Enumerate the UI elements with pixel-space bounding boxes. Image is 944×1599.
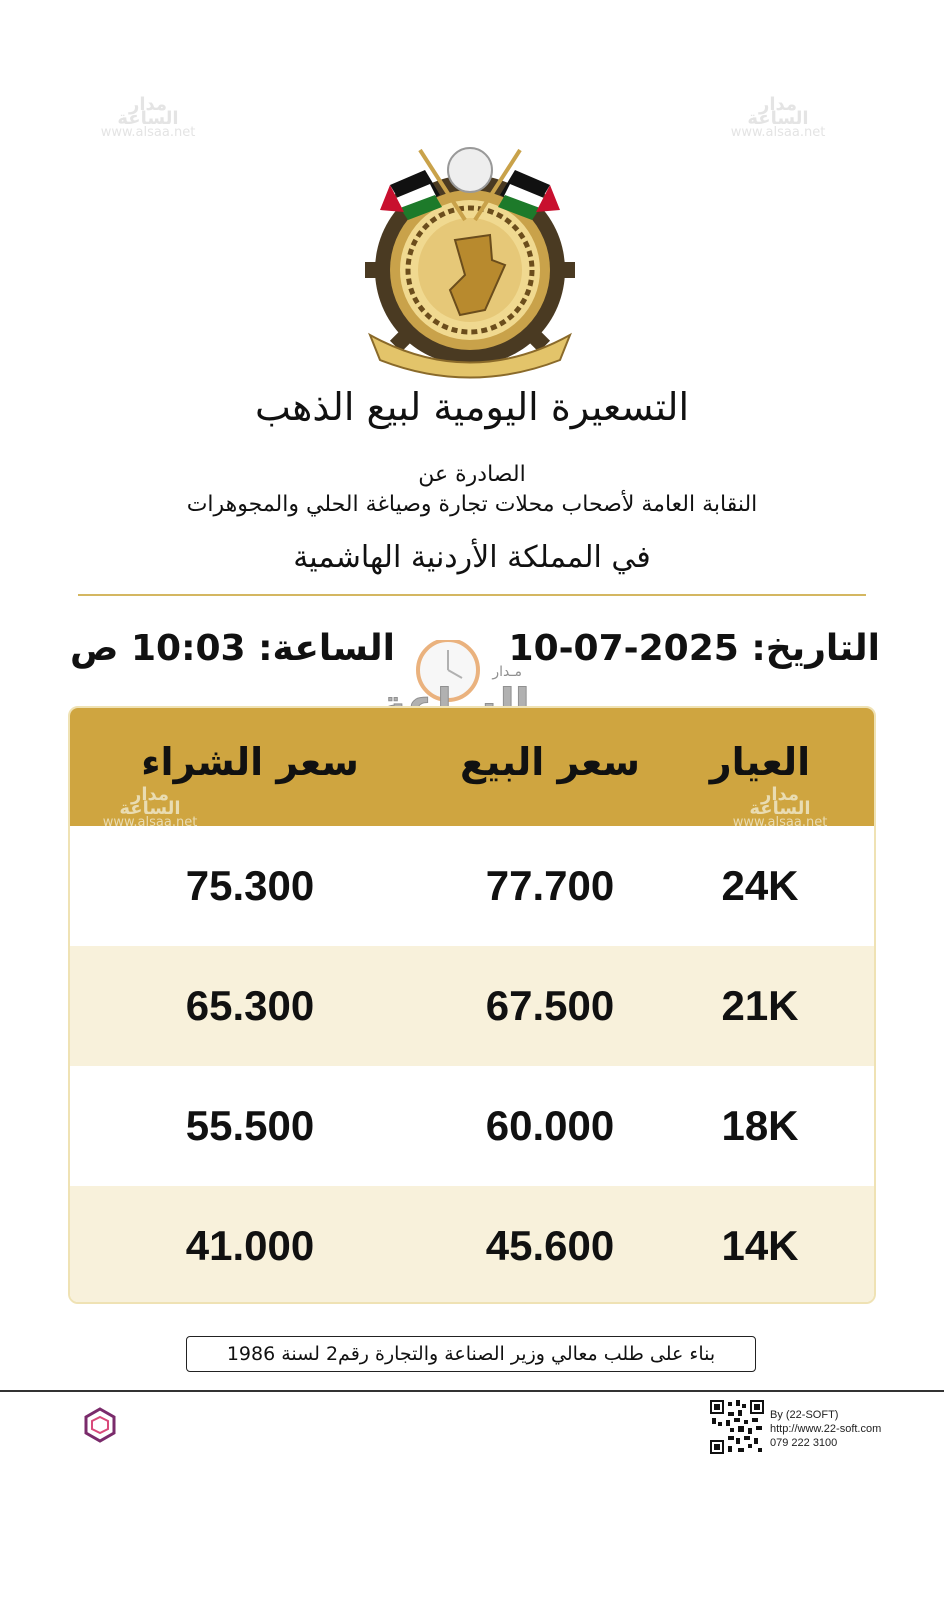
watermark-table-left	[100, 784, 200, 830]
time-group	[70, 628, 395, 669]
ministry-note: بناء على طلب معالي وزير الصناعة والتجارة رقم2 لسنة 1986	[186, 1336, 756, 1372]
sell-price-cell: 67.500	[485, 982, 615, 1029]
watermark-url: www.alsaa.net	[100, 125, 196, 140]
qr-code-icon	[710, 1400, 764, 1454]
watermark-top-left	[98, 94, 198, 140]
watermark-top-right	[728, 94, 828, 140]
credits-by: By (22-SOFT)	[770, 1409, 839, 1421]
header-karat: العيار	[709, 740, 811, 784]
table-row	[70, 826, 874, 946]
karat-cell: 21K	[721, 982, 799, 1029]
watermark-url: www.alsaa.net	[102, 815, 198, 830]
date-label: التاريخ:	[751, 628, 880, 669]
union-name: النقابة العامة لأصحاب محلات تجارة وصياغة الحلي والمجوهرات	[186, 492, 758, 517]
buy-price-cell: 41.000	[185, 1222, 315, 1269]
sell-price-cell: 60.000	[485, 1102, 615, 1149]
clock-watermark-small: مـدار	[492, 664, 522, 680]
watermark-text: مدار الساعة	[747, 94, 809, 129]
header-buy-price: سعر الشراء	[141, 740, 359, 784]
date-group	[509, 628, 880, 669]
watermark-table-right	[730, 784, 830, 830]
sell-price-cell: 77.700	[485, 862, 615, 909]
header-sell-price: سعر البيع	[460, 740, 640, 784]
buy-price-cell: 75.300	[185, 862, 315, 909]
watermark-text: مدار الساعة	[117, 94, 179, 129]
time-label: الساعة:	[258, 628, 395, 669]
sell-price-cell: 45.600	[485, 1222, 615, 1269]
time-value: 10:03 ص	[70, 628, 246, 669]
karat-cell: 14K	[721, 1222, 799, 1269]
credits-url[interactable]: http://www.22-soft.com	[770, 1423, 882, 1435]
watermark-text: مدار الساعة	[749, 784, 811, 819]
issued-by-label: الصادرة عن	[418, 462, 526, 487]
buy-price-cell: 65.300	[185, 982, 315, 1029]
table-row	[70, 1066, 874, 1186]
credits-phone: 079 222 3100	[770, 1437, 838, 1449]
union-emblem-logo	[360, 140, 580, 385]
watermark-url: www.alsaa.net	[730, 125, 826, 140]
table-row	[70, 1186, 874, 1304]
karat-cell: 24K	[721, 862, 799, 909]
software-credits	[770, 1408, 881, 1450]
gold-divider	[78, 594, 866, 596]
page-title: التسعيرة اليومية لبيع الذهب	[254, 385, 689, 429]
karat-cell: 18K	[721, 1102, 799, 1149]
watermark-url: www.alsaa.net	[732, 815, 828, 830]
date-value: 10-07-2025	[508, 628, 739, 669]
table-row	[70, 946, 874, 1066]
kingdom-name: في المملكة الأردنية الهاشمية	[293, 540, 651, 575]
watermark-text: مدار الساعة	[119, 784, 181, 819]
footer-divider	[0, 1390, 944, 1392]
price-table	[68, 706, 876, 1304]
soft-logo-icon	[84, 1407, 116, 1447]
buy-price-cell: 55.500	[185, 1102, 315, 1149]
